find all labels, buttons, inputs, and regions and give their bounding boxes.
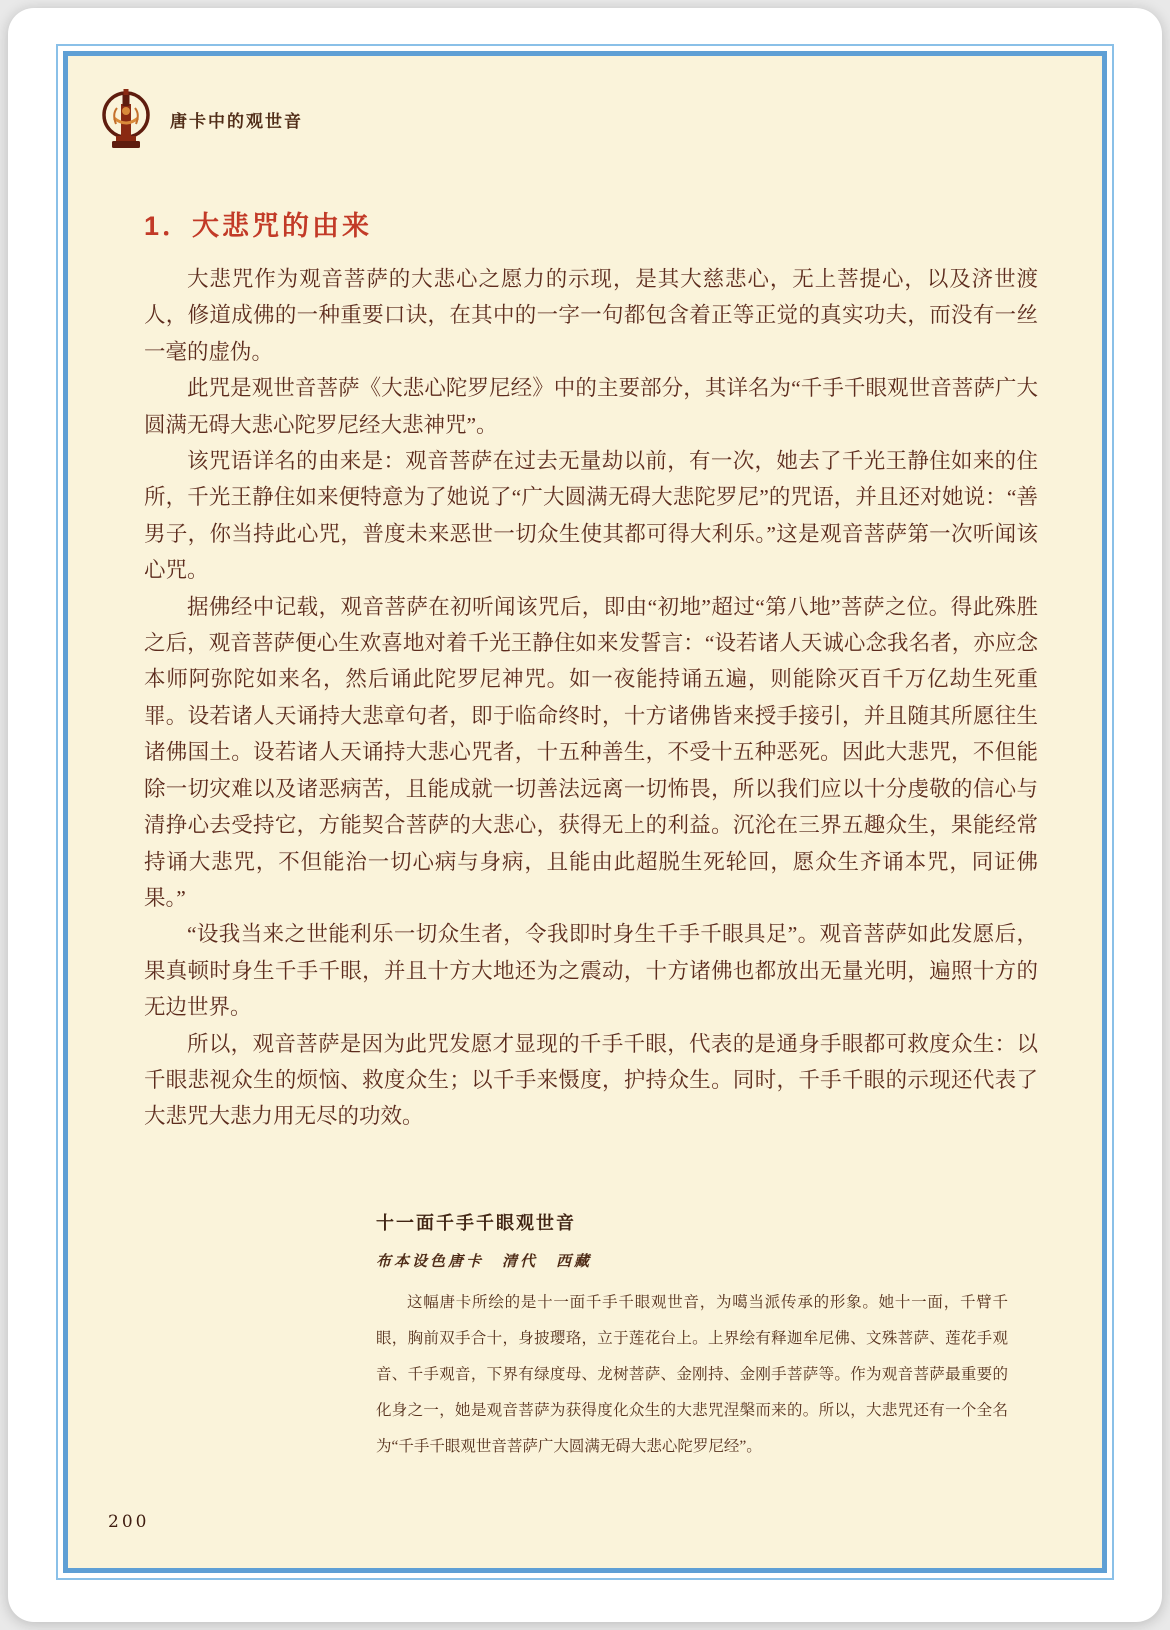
figure-caption: 这幅唐卡所绘的是十一面千手千眼观世音，为噶当派传承的形象。她十一面，千臂千眼，胸前双手合十，身披璎珞，立于莲花台上。上界绘有释迦牟尼佛、文殊菩萨、莲花手观音、千手观音，下界有绿度母、龙树菩萨、金刚持、金刚手菩萨等。作为观音菩萨最重要的化身之一，她是观音菩萨为获得度化众生的大悲咒涅槃而来的。所以，大悲咒还有一个全名为“千手千眼观世音菩萨广大圆满无碍大悲心陀罗尼经”。	[376, 1293, 1008, 1455]
outer-border-frame	[56, 44, 1114, 1580]
body-paragraph: 该咒语详名的由来是：观音菩萨在过去无量劫以前，有一次，她去了千光王静住如来的住所，千光王静住如来便特意为了她说了“广大圆满无碍大悲陀罗尼”的咒语，并且还对她说：“善男子，你当持此心咒，普度未来恶世一切众生使其都可得大利乐。”这是观音菩萨第一次听闻该心咒。	[144, 449, 1038, 583]
body-text	[144, 261, 1038, 1135]
body-paragraph: 此咒是观世音菩萨《大悲心陀罗尼经》中的主要部分，其详名为“千手千眼观世音菩萨广大圆满无碍大悲心陀罗尼经大悲神咒”。	[144, 376, 1038, 437]
body-paragraph: “设我当来之世能利乐一切众生者，令我即时身生千手千眼具足”。观音菩萨如此发愿后，果真顿时身生千手千眼，并且十方大地还为之震动，十方诸佛也都放出无量光明，遍照十方的无边世界。	[144, 922, 1038, 1020]
section-heading: 1．大悲咒的由来	[144, 211, 373, 241]
page-number: 200	[108, 1512, 150, 1532]
body-paragraph: 据佛经中记载，观音菩萨在初听闻该咒后，即由“初地”超过“第八地”菩萨之位。得此殊胜之后，观音菩萨便心生欢喜地对着千光王静住如来发誓言：“设若诸人天诚心念我名者，亦应念本师阿弥陀如来名，然后诵此陀罗尼神咒。如一夜能持诵五遍，则能除灭百千万亿劫生死重罪。设若诸人天诵持大悲章句者，即于临命终时，十方诸佛皆来授手接引，并且随其所愿往生诸佛国土。设若诸人天诵持大悲心咒者，十五种善生，不受十五种恶死。因此大悲咒，不但能除一切灾难以及诸恶病苦，且能成就一切善法远离一切怖畏，所以我们应以十分虔敬的信心与清挣心去受持它，方能契合菩萨的大悲心，获得无上的利益。沉沦在三界五趣众生，果能经常持诵大悲咒，不但能治一切心病与身病，且能由此超脱生死轮回，愿众生齐诵本咒，同证佛果。”	[144, 594, 1038, 910]
thangka-guanyin-logo-icon	[98, 84, 154, 154]
book-title: 唐卡中的观世音	[170, 111, 303, 131]
figure-medium: 布本设色唐卡 清代 西藏	[376, 1253, 593, 1270]
book-brand	[98, 84, 1102, 154]
page-content	[68, 56, 1102, 1568]
body-paragraph: 大悲咒作为观音菩萨的大悲心之愿力的示现，是其大慈悲心，无上菩提心，以及济世渡人，修道成佛的一种重要口诀，在其中的一字一句都包含着正等正觉的真实功夫，而没有一丝一毫的虚伪。	[144, 267, 1038, 364]
inner-border-frame	[63, 51, 1107, 1573]
figure-title: 十一面千手千眼观世音	[376, 1212, 576, 1233]
figure-caption-block	[376, 1209, 1008, 1465]
page-card	[8, 8, 1162, 1622]
body-paragraph: 所以，观音菩萨是因为此咒发愿才显现的千手千眼，代表的是通身手眼都可救度众生：以千眼悲视众生的烦恼、救度众生；以千手来慑度，护持众生。同时，千手千眼的示现还代表了大悲咒大悲力用无尽的功效。	[144, 1031, 1038, 1129]
